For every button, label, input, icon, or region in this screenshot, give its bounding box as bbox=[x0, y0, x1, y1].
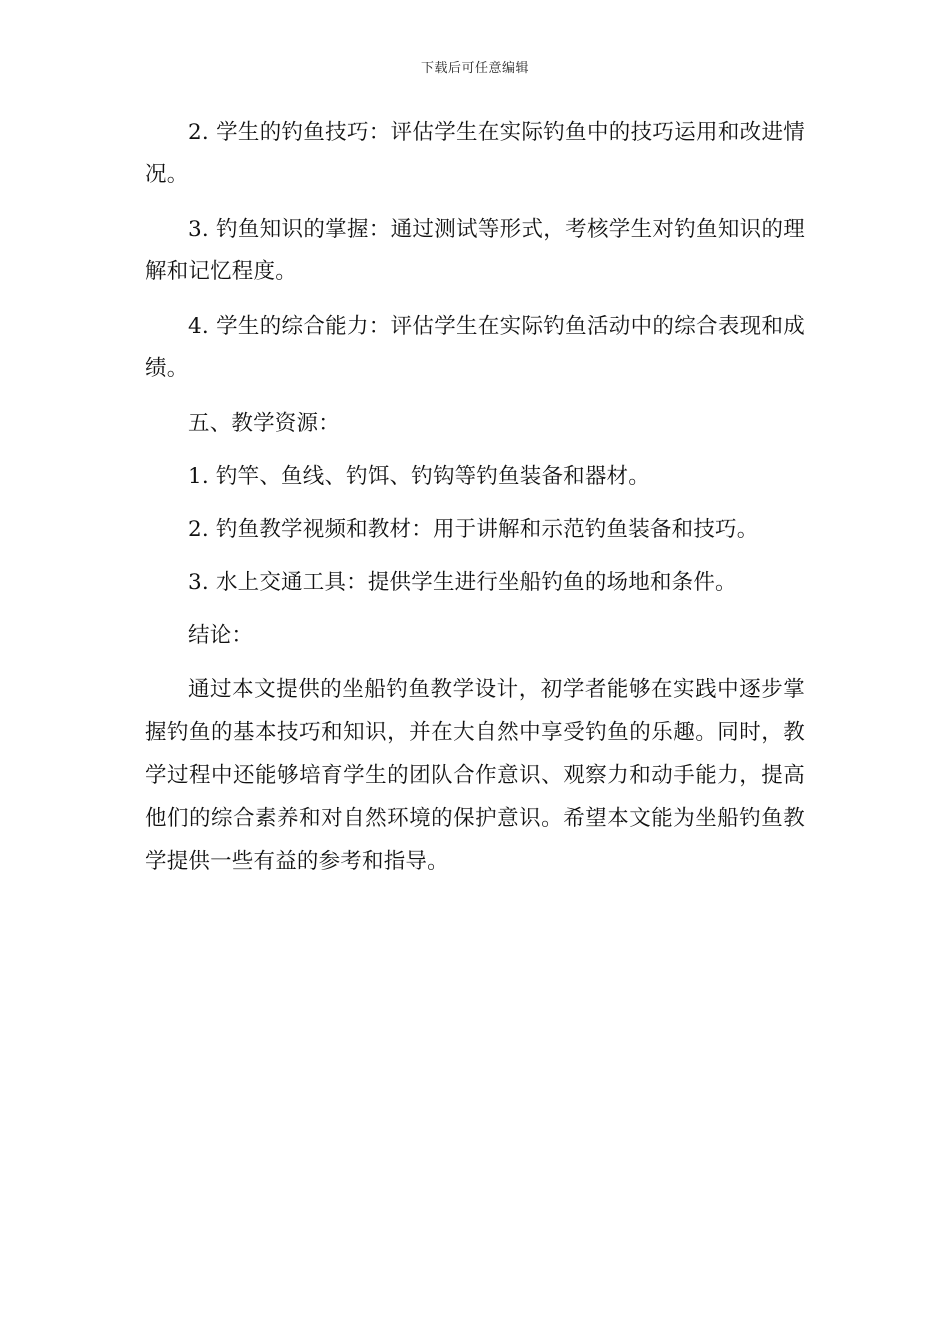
resource-item-3: 3. 水上交通工具：提供学生进行坐船钓鱼的场地和条件。 bbox=[188, 570, 737, 595]
resource-item-2: 2. 钓鱼教学视频和教材：用于讲解和示范钓鱼装备和技巧。 bbox=[188, 517, 759, 542]
resource-item-1: 1. 钓竿、鱼线、钓饵、钓钩等钓鱼装备和器材。 bbox=[188, 464, 650, 489]
assessment-item-2: 2. 学生的钓鱼技巧：评估学生在实际钓鱼中的技巧运用和改进情况。 bbox=[145, 120, 805, 187]
assessment-item-3: 3. 钓鱼知识的掌握：通过测试等形式，考核学生对钓鱼知识的理解和记忆程度。 bbox=[145, 217, 805, 284]
header-note: 下载后可任意编辑 bbox=[420, 61, 529, 76]
section-heading-resources: 五、教学资源： bbox=[188, 411, 340, 436]
conclusion-paragraph: 通过本文提供的坐船钓鱼教学设计，初学者能够在实践中逐步掌握钓鱼的基本技巧和知识，并在大自然中享受钓鱼的乐趣。同时，教学过程中还能够培育学生的团队合作意识、观察力和动手能力，提高他们的综合素养和对自然环境的保护意识。希望本文能为坐船钓鱼教学提供一些有益的参考和指导。 bbox=[145, 677, 805, 874]
assessment-item-4: 4. 学生的综合能力：评估学生在实际钓鱼活动中的综合表现和成绩。 bbox=[145, 314, 805, 381]
section-heading-conclusion: 结论： bbox=[188, 623, 254, 648]
document-body bbox=[145, 112, 805, 883]
